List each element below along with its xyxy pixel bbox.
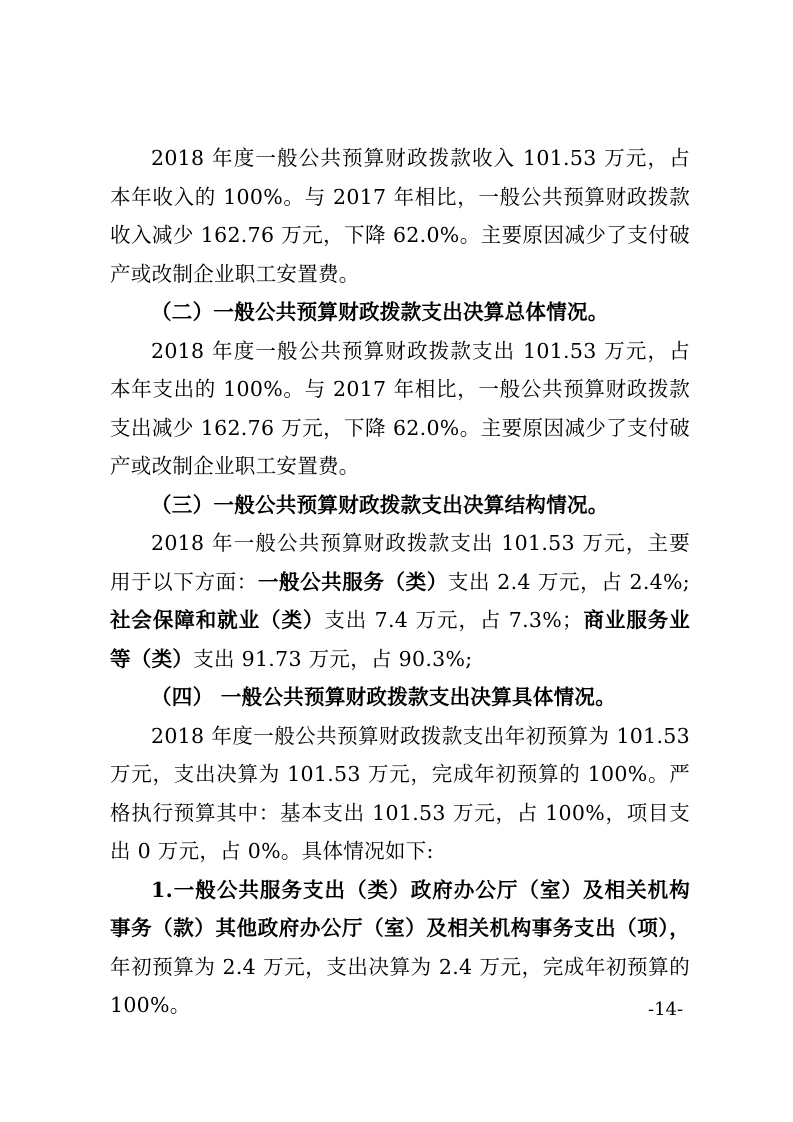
paragraph-item-1 [110, 871, 690, 1025]
structure-text-1: 2018 年一般公共预算财政拨款支出 101.53 万元，主要用于以下方面： [110, 531, 690, 594]
heading-expenditure-overall: （二）一般公共预算财政拨款支出决算总体情况。 [151, 300, 609, 324]
structure-text-4: 支出 91.73 万元，占 90.3%; [193, 646, 473, 671]
paragraph-income: 2018 年度一般公共预算财政拨款收入 101.53 万元，占本年收入的 100%。与 2017 年相比，一般公共预算财政拨款收入减少 162.76 万元，下降 62.0%。主要原因减少了支付破产或改制企业职工安置费。 [110, 146, 690, 286]
structure-category-commerce: 商业服务业等（类） [110, 608, 691, 671]
item-1-title: 1.一般公共服务支出（类）政府办公厅（室）及相关机构事务（款）其他政府办公厅（室）及相关机构事务支出（项）， [110, 877, 690, 940]
paragraph-expenditure-overall: 2018 年度一般公共预算财政拨款支出 101.53 万元，占本年支出的 100%。与 2017 年相比，一般公共预算财政拨款支出减少 162.76 万元，下降 62.0%。主要原因减少了支付破产或改制企业职工安置费。 [110, 338, 690, 478]
structure-category-general-services: 一般公共服务（类） [257, 569, 448, 594]
heading-expenditure-structure: （三）一般公共预算财政拨款支出决算结构情况。 [151, 492, 609, 517]
page-number: -14- [648, 999, 684, 1020]
structure-category-social-security: 社会保障和就业（类） [110, 608, 325, 632]
item-1-text: 年初预算为 2.4 万元，支出决算为 2.4 万元，完成年初预算的 100%。 [110, 954, 690, 1017]
heading-expenditure-details: （四） 一般公共预算财政拨款支出决算具体情况。 [151, 685, 617, 709]
document-body [110, 139, 690, 1025]
structure-text-3: 支出 7.4 万元，占 7.3%； [324, 608, 583, 632]
paragraph-expenditure-structure [110, 524, 690, 678]
paragraph-expenditure-details: 2018 年度一般公共预算财政拨款支出年初预算为 101.53 万元，支出决算为 101.53 万元，完成年初预算的 100%。严格执行预算其中：基本支出 101.53 万元，占 100%，项目支出 0 万元，占 0%。具体情况如下: [110, 723, 690, 863]
structure-text-2: 支出 2.4 万元，占 2.4%; [447, 569, 690, 594]
